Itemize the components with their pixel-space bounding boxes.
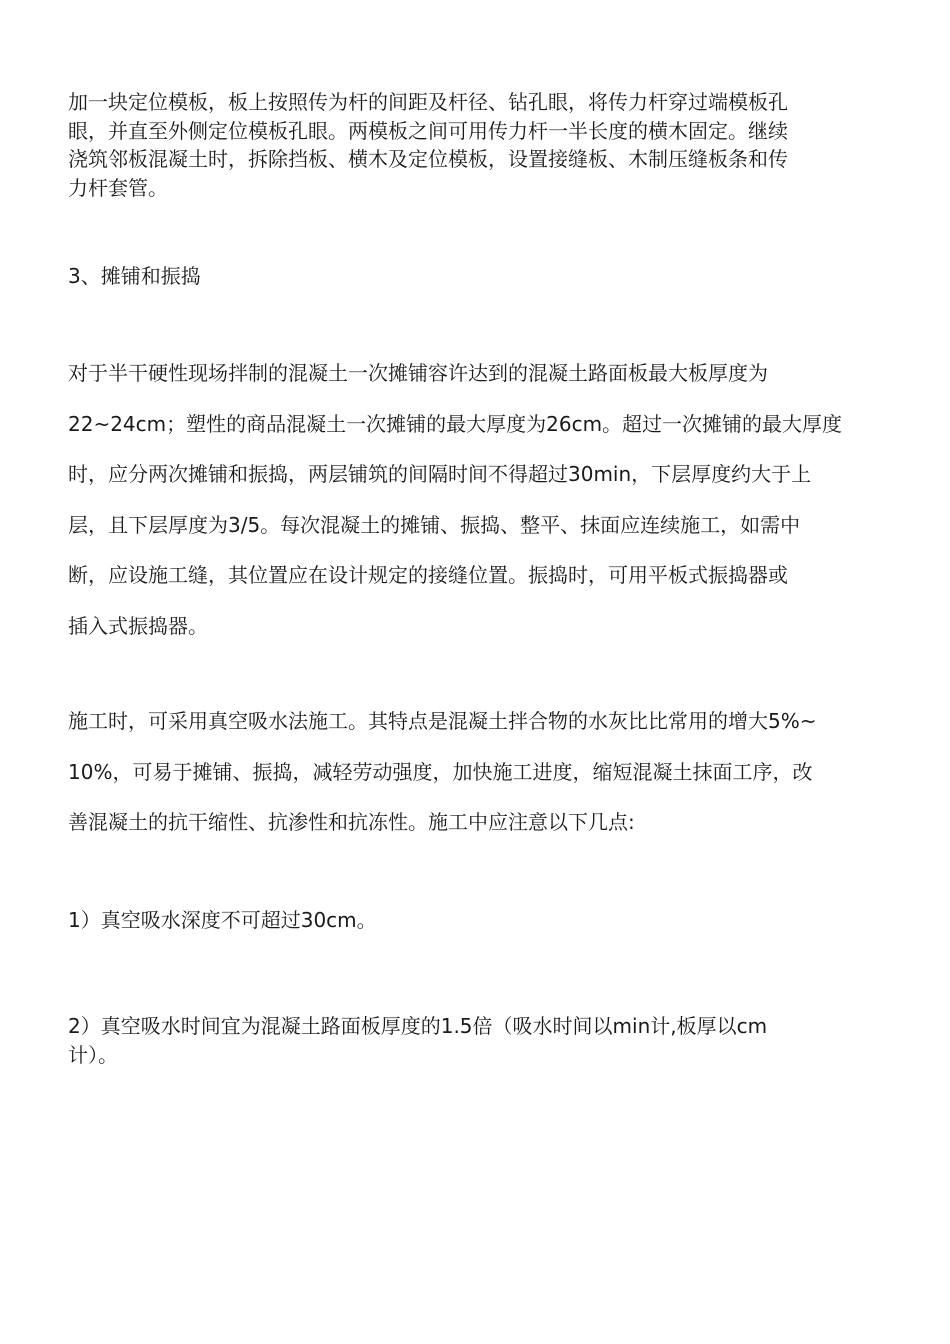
text-line: 10%，可易于摊铺、振捣，减轻劳动强度，加快施工进度，缩短混凝土抹面工序，改 [68,759,813,784]
list-item [68,1012,888,1069]
section-heading [68,262,888,290]
list-item [68,906,888,935]
text-line: 22~24cm；塑性的商品混凝土一次摊铺的最大厚度为26cm。超过一次摊铺的最大厚度 [68,411,843,436]
text-line: 断，应设施工缝，其位置应在设计规定的接缝位置。振捣时，可用平板式振捣器或 [68,563,788,587]
paragraph-formwork [68,88,888,202]
text-line: 力杆套管。 [68,175,168,200]
text-line: 插入式振捣器。 [68,613,208,638]
text-line: 对于半干硬性现场拌制的混凝土一次摊铺容许达到的混凝土路面板最大板厚度为 [68,361,768,385]
text-line: 浇筑邻板混凝土时，拆除挡板、横木及定位模板，设置接缝板、木制压缝板条和传 [68,147,788,171]
section-heading-text: 3、摊铺和振捣 [68,264,201,288]
paragraph-vacuum [68,696,888,848]
text-line: 善混凝土的抗干缩性、抗渗性和抗冻性。施工中应注意以下几点: [68,810,635,834]
text-line: 1）真空吸水深度不可超过30cm。 [68,908,377,932]
text-line: 加一块定位模板，板上按照传为杆的间距及杆径、钻孔眼，将传力杆穿过端模板孔 [68,90,788,114]
text-line: 施工时，可采用真空吸水法施工。其特点是混凝土拌合物的水灰比比常用的增大5%~ [68,709,817,733]
text-line: 时，应分两次摊铺和振捣，两层铺筑的间隔时间不得超过30min，下层厚度约大于上 [68,462,812,486]
paragraph-spreading [68,348,888,651]
text-line: 计）。 [68,1042,118,1067]
text-line: 眼，并直至外侧定位模板孔眼。两模板之间可用传力杆一半长度的横木固定。继续 [68,118,788,143]
text-line: 层，且下层厚度为3/5。每次混凝土的摊铺、振捣、整平、抹面应连续施工，如需中 [68,512,801,537]
text-line: 2）真空吸水时间宜为混凝土路面板厚度的1.5倍（吸水时间以min计,板厚以cm [68,1014,768,1038]
